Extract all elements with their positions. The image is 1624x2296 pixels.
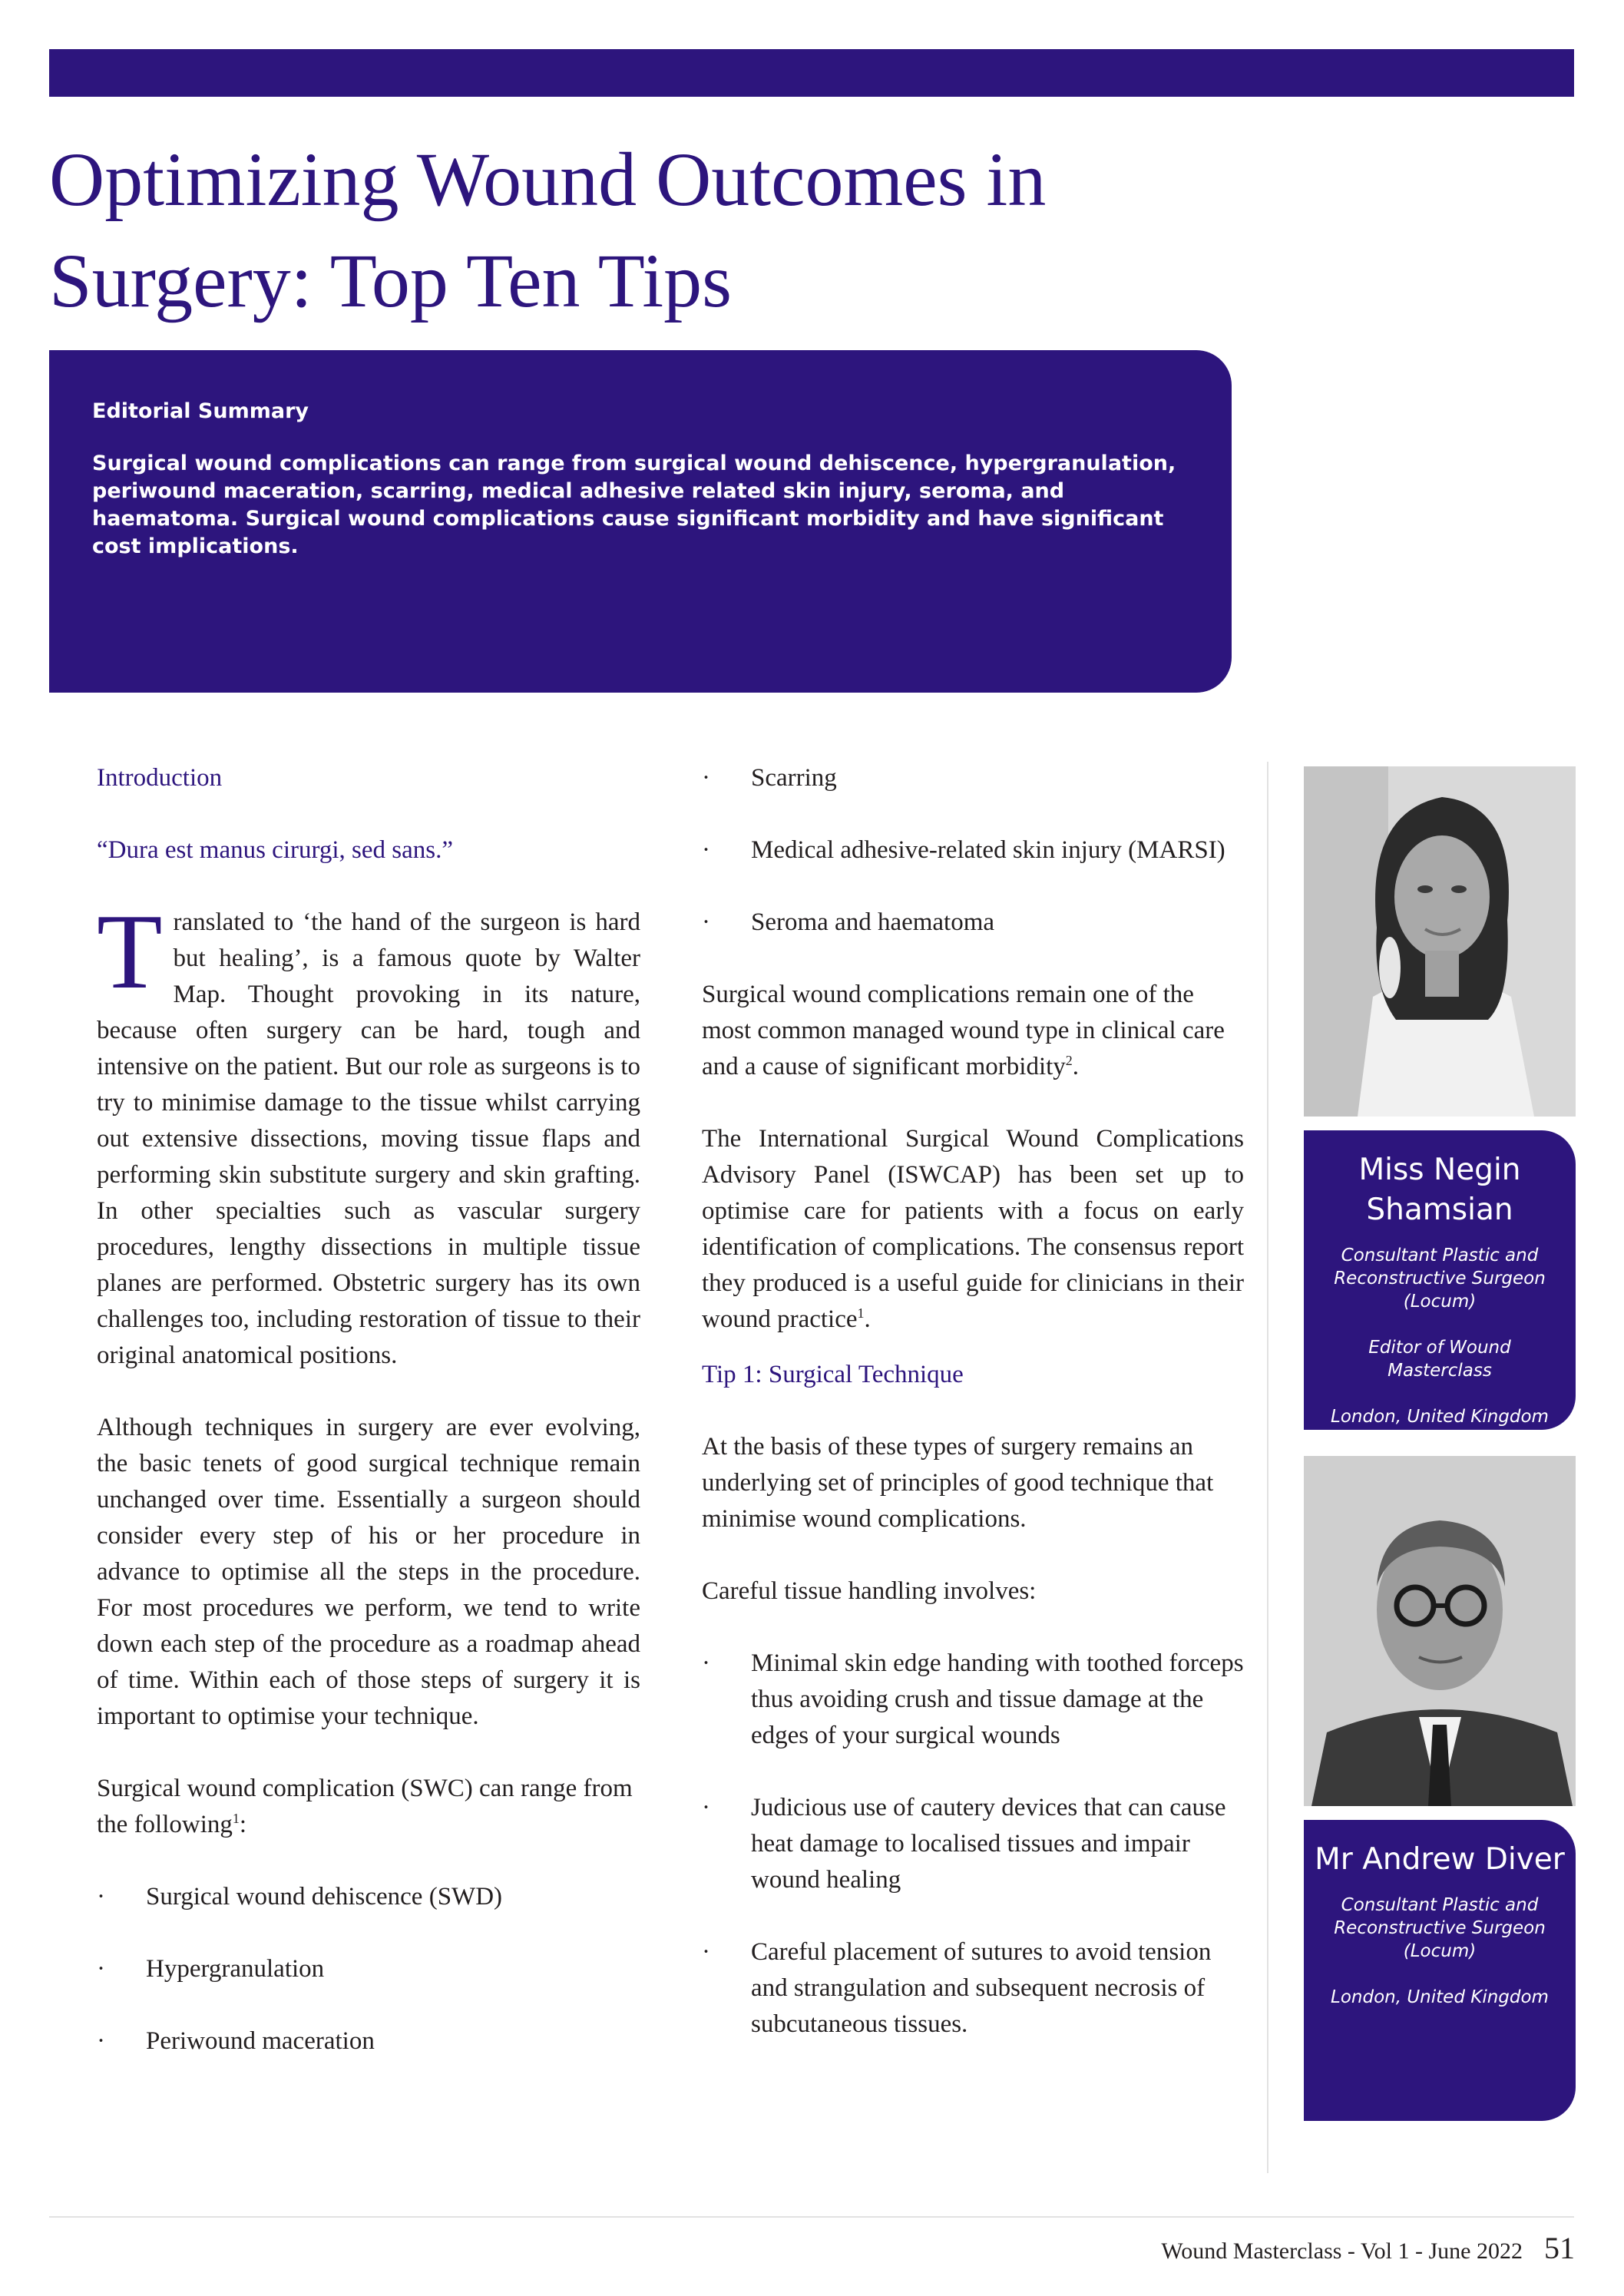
bullet-icon: · — [702, 764, 710, 792]
portrait-woman-icon — [1304, 766, 1576, 1117]
page-footer — [1161, 2228, 1575, 2268]
introduction-heading: Introduction — [97, 764, 223, 792]
author-photo-andrew-diver — [1304, 1456, 1576, 1806]
list-item — [702, 1934, 1244, 2043]
drop-cap: T — [97, 892, 163, 1011]
article-title — [49, 129, 1201, 332]
morbidity-paragraph-text: Surgical wound complications remain one of the most common managed wound type in clinical care and a cause of significant morbidity — [702, 981, 1225, 1080]
author-location: London, United Kingdom — [1331, 1407, 1549, 1427]
bullet-icon: · — [702, 1938, 710, 1966]
footer-divider — [49, 2216, 1574, 2218]
summary-text: Surgical wound complications can range from surgical wound dehiscence, hypergranulation, periwound maceration, scarring, medical adhesive related skin injury, seroma, and haematoma. Surgical wound complications cause significant morbidity and have significant cost implications. — [92, 452, 1176, 558]
author-photo-negin-shamsian — [1304, 766, 1576, 1117]
author-location: London, United Kingdom — [1331, 1987, 1549, 2007]
list-item-text: Hypergranulation — [146, 1955, 325, 1983]
list-item-text: Scarring — [751, 764, 837, 792]
author-name: Mr Andrew Diver — [1315, 1842, 1565, 1877]
bullet-icon: · — [702, 1794, 710, 1821]
bullet-icon: · — [97, 1883, 105, 1911]
journal-issue: Wound Masterclass - Vol 1 - June 2022 — [1161, 2238, 1523, 2264]
list-item-text: Judicious use of cautery devices that can cause heat damage to localised tissues and impair wound healing — [751, 1794, 1226, 1894]
summary-heading: Editorial Summary — [92, 399, 309, 423]
reference-marker: 1 — [232, 1811, 240, 1826]
iswcap-paragraph-text: The International Surgical Wound Complications Advisory Panel (ISWCAP) has been set up to optimise care for patients with a focus on early identification of complications. The consensus report they produced is a useful guide for clinicians in their wound practice — [702, 1125, 1244, 1333]
author-extra-role: Editor of Wound Masterclass — [1368, 1338, 1511, 1381]
author-card-negin-shamsian — [1304, 1130, 1576, 1430]
list-item — [97, 2023, 640, 2059]
complication-list-1 — [97, 1879, 640, 2059]
author-role: Consultant Plastic and Reconstructive Surgeon (Locum) — [1334, 1895, 1546, 1961]
bullet-icon: · — [702, 908, 710, 936]
portrait-man-icon — [1304, 1456, 1576, 1806]
bullet-icon: · — [97, 2027, 105, 2055]
reference-marker: 1 — [857, 1305, 865, 1321]
list-item-text: Minimal skin edge handing with toothed forceps thus avoiding crush and tissue damage at the edges of your surgical wounds — [751, 1649, 1244, 1749]
column-divider — [1267, 762, 1268, 2173]
tissue-handling-list — [702, 1646, 1244, 2043]
morbidity-paragraph — [702, 977, 1244, 1085]
complication-list-2 — [702, 760, 1244, 941]
list-item — [702, 1790, 1244, 1898]
editorial-summary-box — [49, 350, 1232, 693]
intro-paragraph-3 — [97, 1771, 640, 1843]
list-item — [97, 1951, 640, 1987]
latin-quote: “Dura est manus cirurgi, sed sans.” — [97, 836, 454, 864]
page-number: 51 — [1544, 2231, 1575, 2265]
intro-paragraph-1-text: ranslated to ‘the hand of the surgeon is hard but healing’, is a famous quote by Walter Map. Thought provoking in its nature, because often surgery can be hard, tough and intensive on the patient. But our role as surgeons is to try to minimise damage to the tissue whilst carrying out extensive dissections, moving tissue flaps and performing skin substitute surgery and skin grafting. In other specialties such as vascular surgery procedures, lengthy dissections in multiple tissue planes are performed. Obstetric surgery has its own challenges too, including restoration of tissue to their original anatomical positions. — [97, 908, 640, 1369]
list-item — [702, 905, 1244, 941]
reference-marker: 2 — [1065, 1053, 1073, 1068]
intro-paragraph-1 — [97, 892, 640, 1374]
title-line-2: Surgery: Top Ten Tips — [49, 238, 733, 323]
intro-paragraph-3-text: Surgical wound complication (SWC) can range from the following — [97, 1775, 633, 1838]
tip1-heading: Tip 1: Surgical Technique — [702, 1361, 964, 1388]
title-line-1: Optimizing Wound Outcomes in — [49, 137, 1047, 222]
tissue-handling-intro: Careful tissue handling involves: — [702, 1577, 1037, 1605]
article-column-2 — [702, 760, 1244, 2079]
author-name: Miss Negin Shamsian — [1358, 1153, 1521, 1227]
list-item-text: Medical adhesive-related skin injury (MARSI) — [751, 836, 1225, 864]
author-card-andrew-diver — [1304, 1820, 1576, 2121]
author-role: Consultant Plastic and Reconstructive Surgeon (Locum) — [1334, 1246, 1546, 1312]
list-item-text: Periwound maceration — [146, 2027, 375, 2055]
list-item — [702, 760, 1244, 796]
bullet-icon: · — [702, 1649, 710, 1677]
list-item-text: Surgical wound dehiscence (SWD) — [146, 1883, 503, 1911]
list-item — [702, 1646, 1244, 1754]
punctuation: . — [864, 1305, 871, 1333]
technique-paragraph: At the basis of these types of surgery remains an underlying set of principles of good technique that minimise wound complications. — [702, 1433, 1214, 1533]
list-item-text: Careful placement of sutures to avoid tension and strangulation and subsequent necrosis of subcutaneous tissues. — [751, 1938, 1212, 2038]
punctuation: . — [1072, 1053, 1080, 1080]
list-item — [702, 832, 1244, 868]
iswcap-paragraph — [702, 1121, 1244, 1338]
intro-paragraph-2: Although techniques in surgery are ever evolving, the basic tenets of good surgical technique remain unchanged over time. Essentially a surgeon should consider every step of his or her procedure in advance to optimise all the steps in the procedure. For most procedures we perform, we tend to write down each step of the procedure as a roadmap ahead of time. Within each of those steps of surgery it is important to optimise your technique. — [97, 1414, 640, 1730]
list-item-text: Seroma and haematoma — [751, 908, 995, 936]
bullet-icon: · — [702, 836, 710, 864]
article-column-1 — [97, 760, 640, 2096]
top-banner-bar — [49, 49, 1574, 97]
punctuation: : — [239, 1811, 247, 1838]
list-item — [97, 1879, 640, 1915]
bullet-icon: · — [97, 1955, 105, 1983]
